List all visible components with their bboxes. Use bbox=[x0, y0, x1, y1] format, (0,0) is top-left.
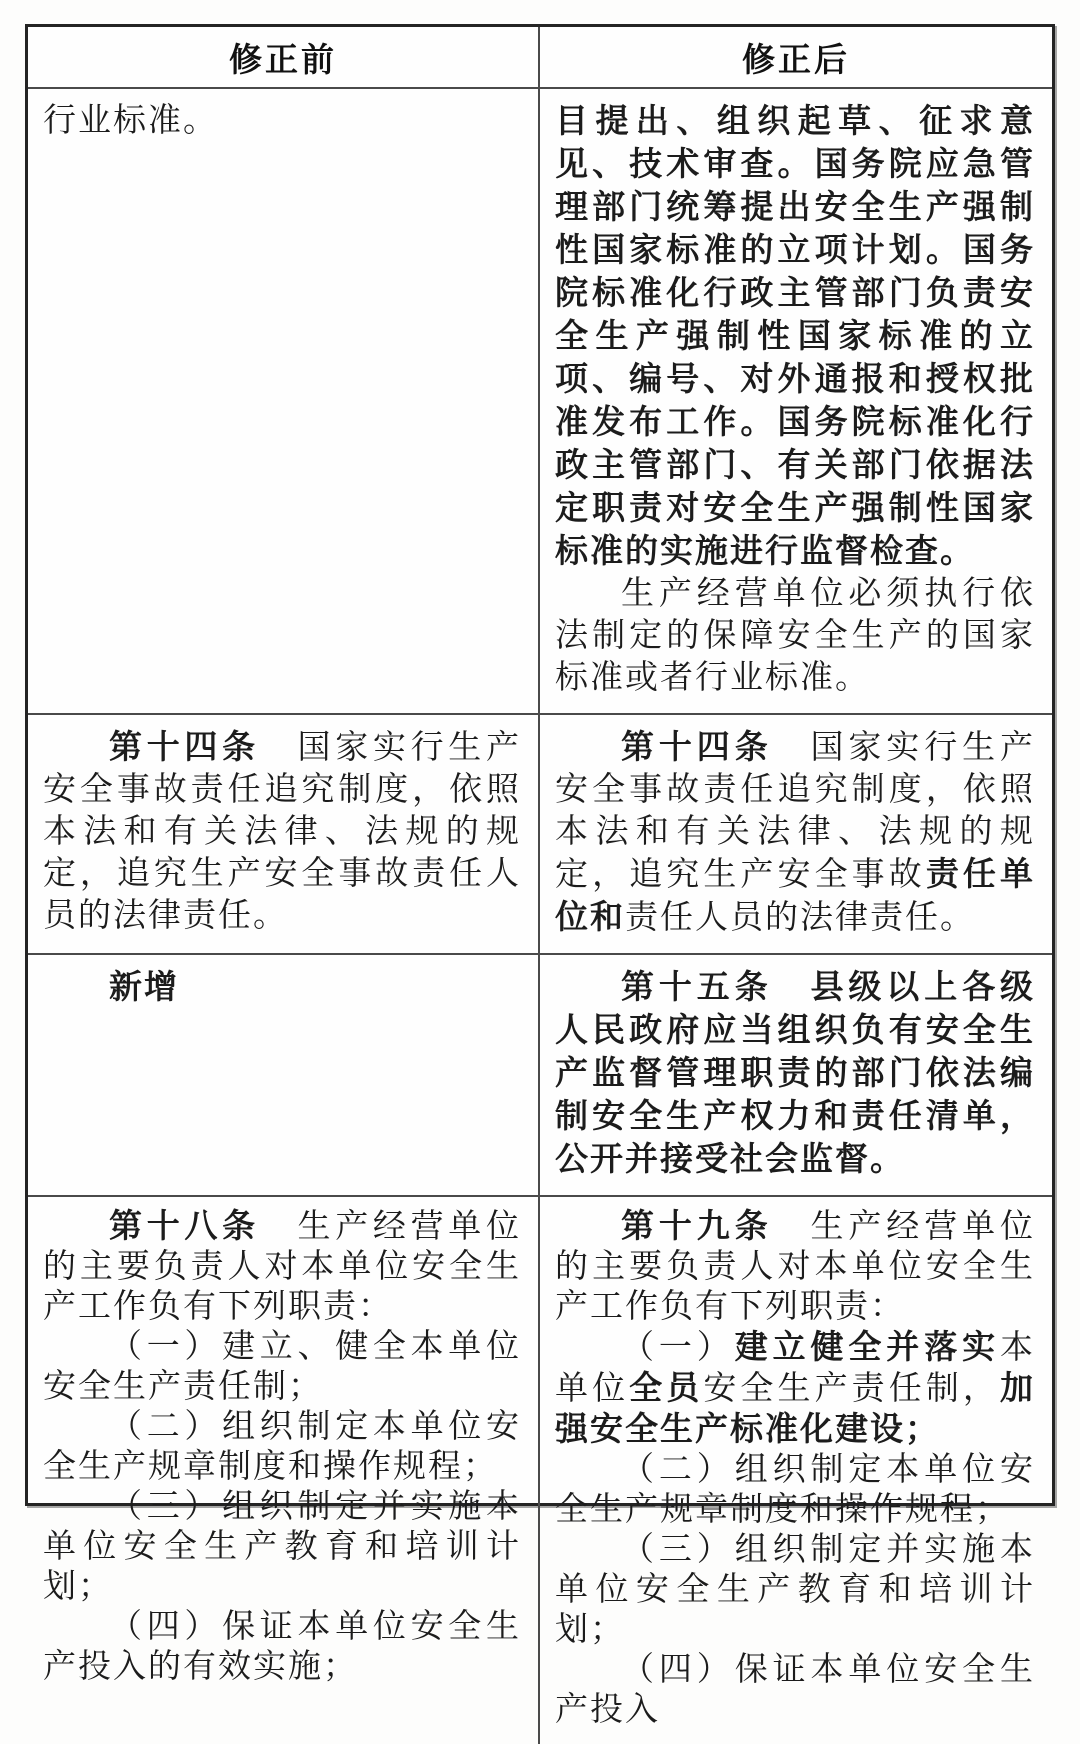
paragraph bbox=[43, 1407, 521, 1487]
text-run: （四）保证本单位安全生产投入 bbox=[555, 1652, 1035, 1728]
table-body bbox=[28, 89, 1052, 1728]
header-after: 修正后 bbox=[742, 40, 850, 78]
cell-after bbox=[540, 1197, 1052, 1744]
text-run: （二）组织制定本单位安全生产规章制度和操作规程； bbox=[555, 1452, 1035, 1528]
amended-text-run: 责任单位和 bbox=[555, 855, 1036, 935]
cell-before bbox=[28, 955, 540, 1195]
paragraph bbox=[555, 1206, 1035, 1327]
amended-text-run: 第十四条 bbox=[109, 728, 260, 765]
cell-before bbox=[28, 1197, 540, 1744]
amended-text-run: 新增 bbox=[109, 968, 179, 1005]
text-run: （一）建立、健全本单位安全生产责任制； bbox=[43, 1329, 521, 1405]
text-run: （三）组织制定并实施本单位安全生产教育和培训计划； bbox=[43, 1489, 521, 1605]
cell-before bbox=[28, 89, 540, 713]
amended-text-run: 全员 bbox=[629, 1369, 704, 1406]
table-header-row bbox=[28, 27, 1052, 89]
paragraph bbox=[555, 573, 1035, 699]
text-run: 本单位 bbox=[555, 1330, 1036, 1407]
cell-after bbox=[540, 715, 1052, 953]
paragraph bbox=[555, 966, 1035, 1181]
text-run: 生产经营单位的主要负责人对本单位安全生产工作负有下列职责： bbox=[43, 1209, 522, 1325]
cell-after bbox=[540, 89, 1052, 713]
amended-text-run: 加强安全生产标准化建设； bbox=[555, 1369, 1036, 1447]
amended-text-run: 第十四条 bbox=[621, 728, 773, 765]
text-run: 国家实行生产安全事故责任追究制度，依照本法和有关法律、法规的规定，追究生产安全事故责任人员的法律责任。 bbox=[43, 730, 522, 934]
text-run: 生产经营单位的主要负责人对本单位安全生产工作负有下列职责： bbox=[555, 1209, 1036, 1325]
table-row bbox=[28, 955, 1052, 1197]
paragraph bbox=[43, 726, 521, 937]
paragraph bbox=[43, 1487, 521, 1607]
amended-text-run: 建立健全并落实 bbox=[734, 1328, 1001, 1365]
amended-text-run: 目提出、组织起草、征求意见、技术审查。国务院应急管理部门统筹提出安全生产强制性国家标准的立项计划。国务院标准化行政主管部门负责安全生产强制性国家标准的立项、编号、对外通报和授权批准发布工作。国务院标准化行政主管部门、有关部门依据法定职责对安全生产强制性国家标准的实施进行监督检查。 bbox=[555, 102, 1035, 569]
amended-text-run: 第十八条 bbox=[109, 1207, 260, 1244]
paragraph bbox=[43, 1607, 521, 1687]
text-run: （一） bbox=[621, 1330, 735, 1366]
text-run: 行业标准。 bbox=[43, 103, 218, 139]
table-row bbox=[28, 1197, 1052, 1744]
paragraph bbox=[43, 100, 521, 142]
paragraph bbox=[555, 1650, 1035, 1730]
text-run: 责任人员的法律责任。 bbox=[625, 900, 975, 936]
text-run: 安全生产责任制， bbox=[703, 1371, 1001, 1407]
amended-text-run: 第十五条 县级以上各级人民政府应当组织负有安全生产监督管理职责的部门依法编制安全生产权力和责任清单，公开并接受社会监督。 bbox=[555, 968, 1035, 1177]
paragraph bbox=[555, 1450, 1035, 1530]
paragraph bbox=[555, 726, 1035, 939]
paragraph bbox=[555, 1530, 1035, 1650]
cell-before bbox=[28, 715, 540, 953]
table-row bbox=[28, 715, 1052, 955]
text-run: （四）保证本单位安全生产投入的有效实施； bbox=[43, 1609, 521, 1685]
text-run: （三）组织制定并实施本单位安全生产教育和培训计划； bbox=[555, 1532, 1035, 1648]
paragraph bbox=[555, 100, 1035, 573]
text-run: 国家实行生产安全事故责任追究制度，依照本法和有关法律、法规的规定，追究生产安全事故 bbox=[555, 730, 1036, 893]
header-before: 修正前 bbox=[28, 27, 540, 87]
paragraph bbox=[555, 1327, 1035, 1450]
paragraph bbox=[43, 1206, 521, 1327]
text-run: （二）组织制定本单位安全生产规章制度和操作规程； bbox=[43, 1409, 521, 1485]
comparison-table bbox=[25, 24, 1055, 1728]
table-row bbox=[28, 89, 1052, 715]
text-run: 生产经营单位必须执行依法制定的保障安全生产的国家标准或者行业标准。 bbox=[555, 576, 1035, 696]
amended-text-run: 第十九条 bbox=[621, 1207, 773, 1244]
paragraph bbox=[43, 1327, 521, 1407]
paragraph bbox=[43, 966, 521, 1009]
cell-after bbox=[540, 955, 1052, 1195]
